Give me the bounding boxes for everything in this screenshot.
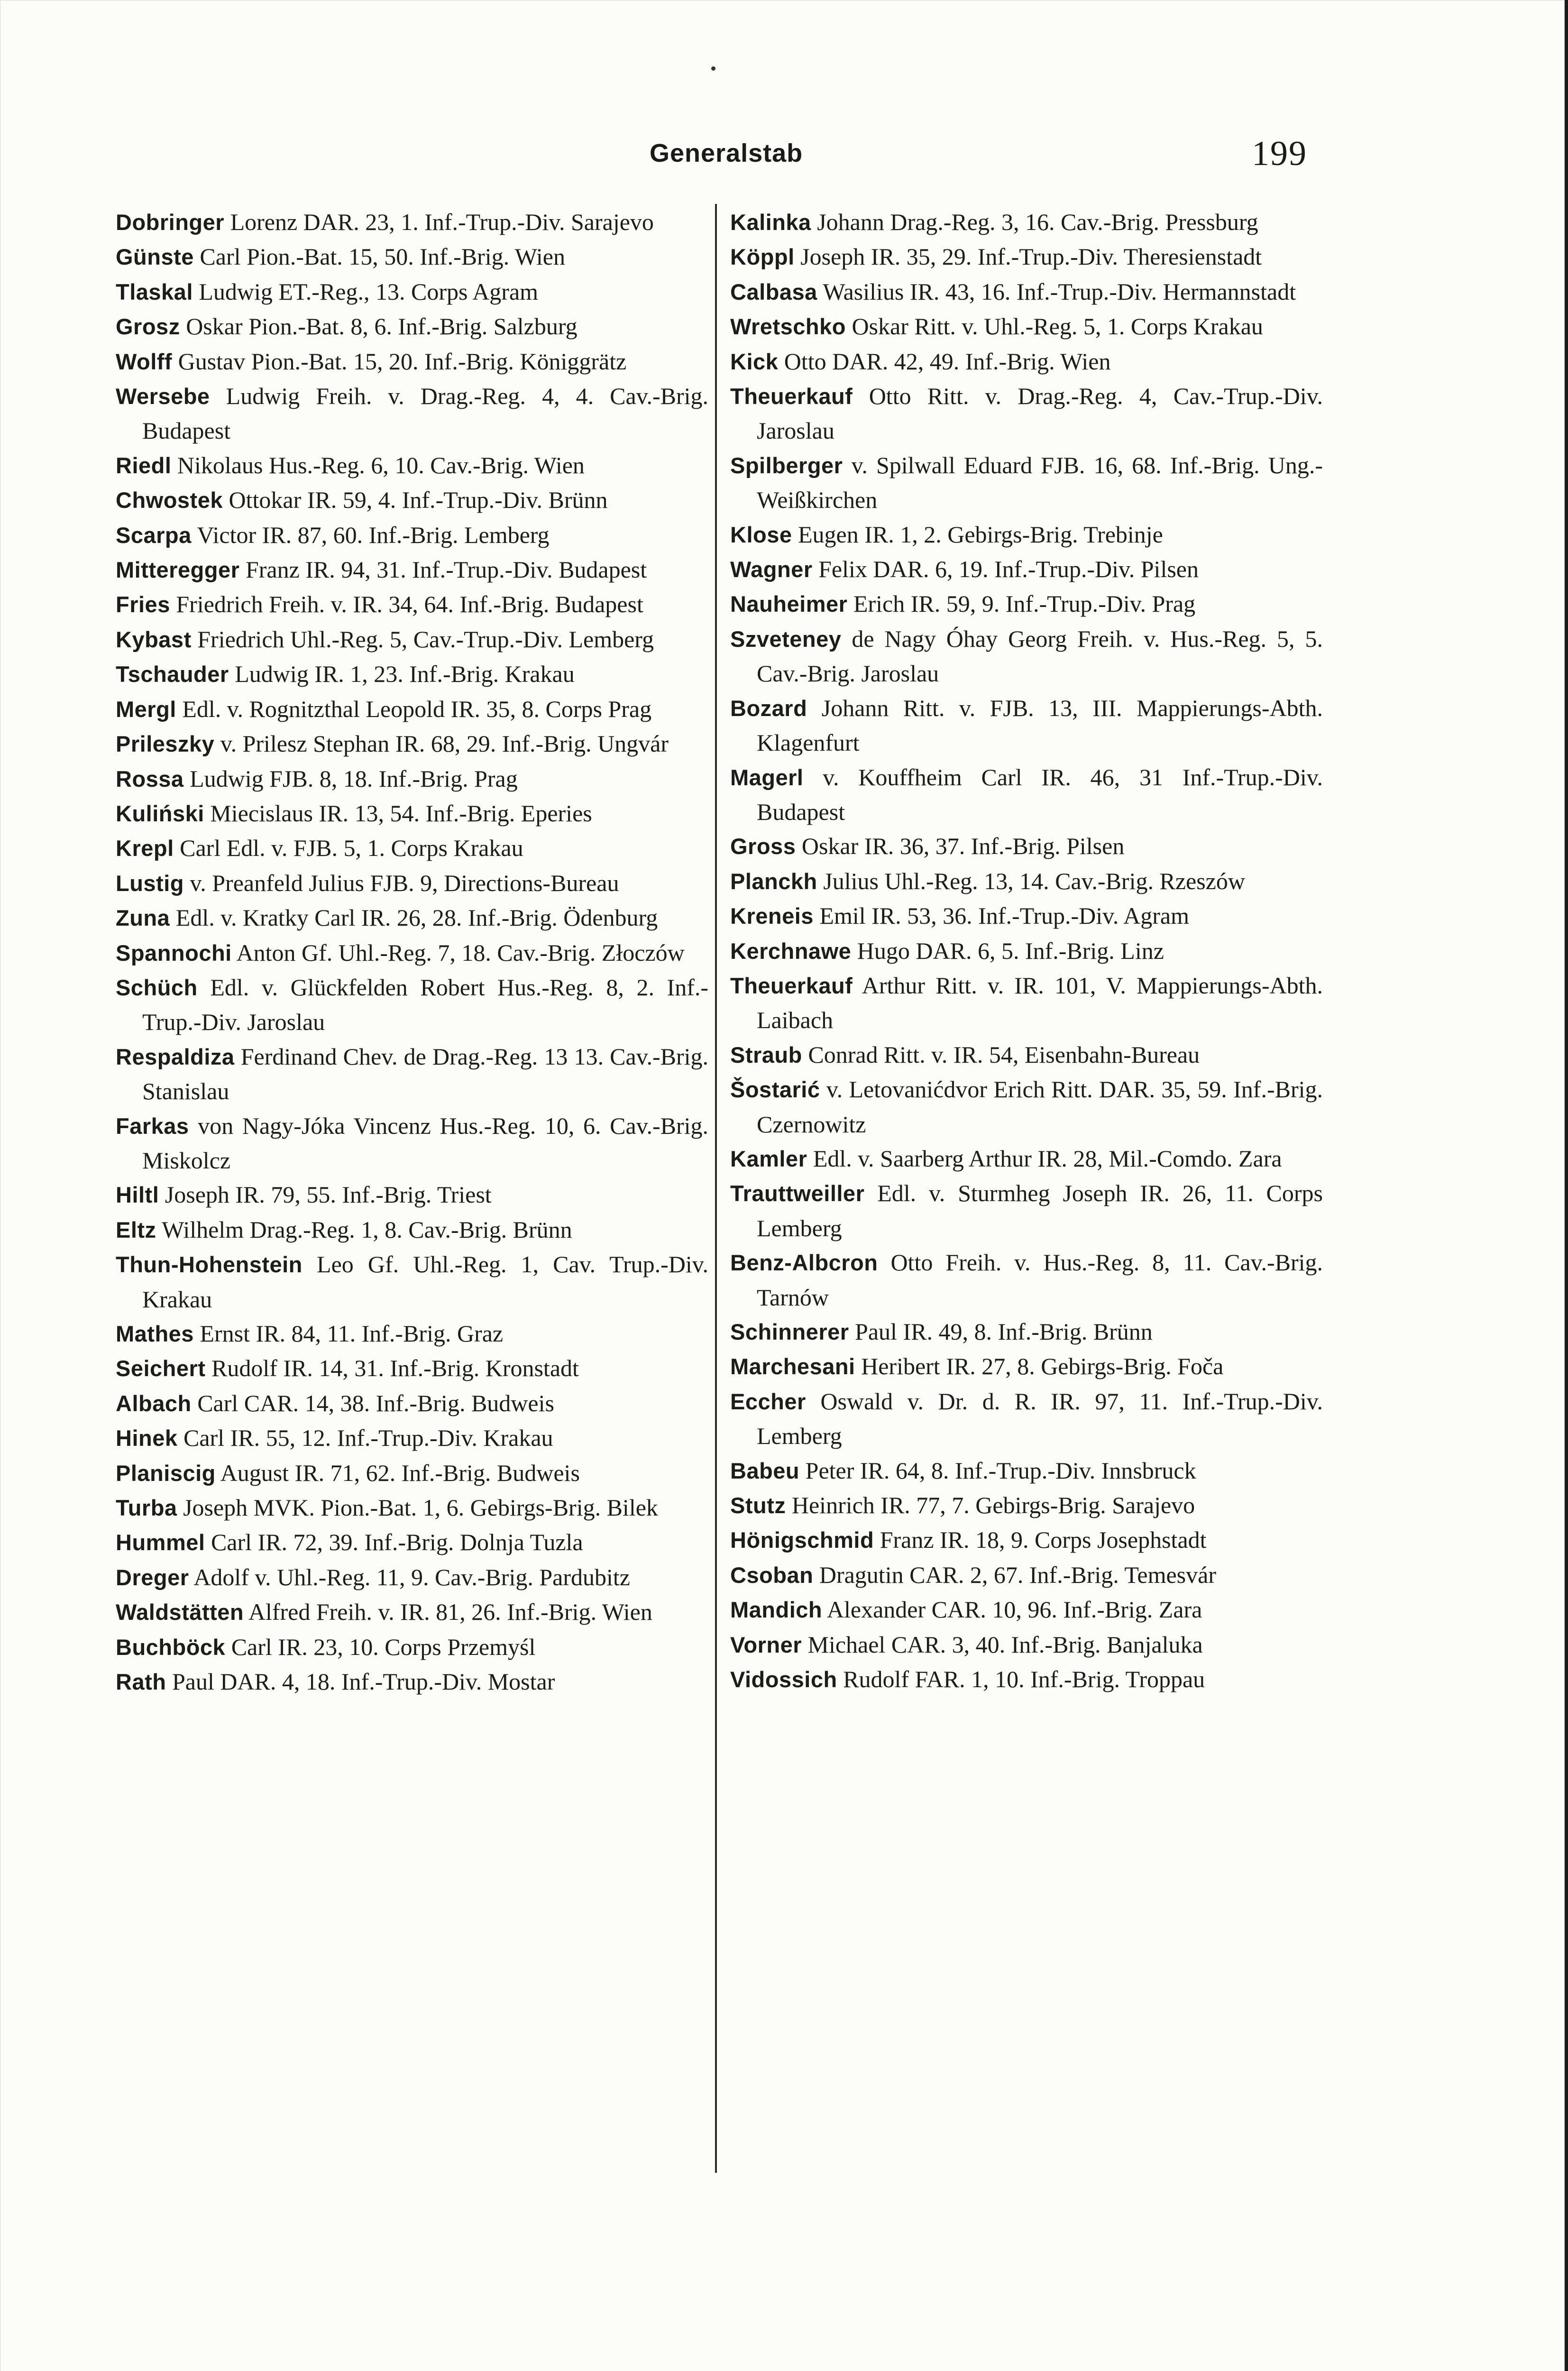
directory-entry (730, 968, 1323, 1038)
entry-surname: Bozard (730, 695, 807, 721)
directory-entry (116, 587, 708, 622)
entry-details: Arthur Ritt. v. IR. 101, V. Mappierungs-Abth. Laibach (757, 972, 1323, 1034)
directory-entry (116, 1351, 708, 1386)
entry-details: v. Preanfeld Julius FJB. 9, Directions-Bureau (190, 869, 619, 896)
entry-surname: Dreger (116, 1564, 189, 1590)
entry-details: Peter IR. 64, 8. Inf.-Trup.-Div. Innsbruck (805, 1457, 1196, 1484)
directory-entry (730, 864, 1323, 899)
directory-entry (730, 1038, 1323, 1072)
directory-entry (116, 1630, 708, 1664)
directory-entry (116, 762, 708, 796)
directory-entry (116, 448, 708, 483)
entry-surname: Prileszky (116, 731, 215, 757)
entry-surname: Kalinka (730, 210, 811, 235)
page-number: 199 (1252, 134, 1307, 173)
entry-details: Nikolaus Hus.-Reg. 6, 10. Cav.-Brig. Wien (177, 451, 585, 478)
column-divider (715, 204, 717, 2173)
directory-entry (116, 796, 708, 831)
directory-entry (730, 239, 1323, 274)
directory-entry (116, 275, 708, 309)
entry-surname: Eltz (116, 1217, 156, 1242)
entry-details: Otto DAR. 42, 49. Inf.-Brig. Wien (784, 348, 1111, 375)
entry-surname: Babeu (730, 1458, 800, 1483)
entry-surname: Mergl (116, 696, 176, 722)
entry-details: Joseph MVK. Pion.-Bat. 1, 6. Gebirgs-Brig. Bilek (183, 1494, 658, 1521)
entry-details: Paul IR. 49, 8. Inf.-Brig. Brünn (855, 1318, 1153, 1345)
entry-details: Hugo DAR. 6, 5. Inf.-Brig. Linz (857, 937, 1164, 964)
entry-details: v. Letovanićdvor Erich Ritt. DAR. 35, 59. Inf.-Brig. Czernowitz (757, 1076, 1323, 1138)
entry-surname: Chwostek (116, 487, 223, 513)
directory-entry (116, 552, 708, 587)
directory-entry (116, 1595, 708, 1629)
directory-entry (116, 1109, 708, 1178)
entry-surname: Fries (116, 592, 170, 617)
entry-surname: Dobringer (116, 210, 225, 235)
entry-surname: Mandich (730, 1597, 823, 1623)
directory-entry (730, 309, 1323, 344)
entry-details: August IR. 71, 62. Inf.-Brig. Budweis (220, 1459, 580, 1486)
entry-surname: Scarpa (116, 522, 192, 548)
entry-details: Joseph IR. 79, 55. Inf.-Brig. Triest (165, 1181, 492, 1208)
entry-details: Felix DAR. 6, 19. Inf.-Trup.-Div. Pilsen (818, 556, 1199, 583)
directory-entry (730, 1314, 1323, 1349)
entry-details: Emil IR. 53, 36. Inf.-Trup.-Div. Agram (819, 902, 1190, 929)
left-column (116, 205, 708, 1699)
entry-surname: Krepl (116, 836, 174, 861)
entry-surname: Hinek (116, 1425, 178, 1451)
entry-details: Carl Pion.-Bat. 15, 50. Inf.-Brig. Wien (200, 243, 566, 270)
entry-surname: Albach (116, 1390, 192, 1416)
entry-details: Joseph IR. 35, 29. Inf.-Trup.-Div. Theresienstadt (800, 243, 1262, 270)
directory-entry (730, 691, 1323, 760)
entry-details: v. Kouffheim Carl IR. 46, 31 Inf.-Trup.-Div. Budapest (757, 763, 1323, 825)
entry-details: Alexander CAR. 10, 96. Inf.-Brig. Zara (826, 1596, 1202, 1623)
entry-details: Johann Drag.-Reg. 3, 16. Cav.-Brig. Pressburg (817, 209, 1258, 235)
entry-surname: Kreneis (730, 903, 814, 929)
directory-entry (116, 518, 708, 552)
directory-entry (116, 1039, 708, 1109)
directory-entry (116, 1316, 708, 1351)
entry-surname: Thun-Hohenstein (116, 1252, 303, 1277)
entry-surname: Rath (116, 1669, 166, 1695)
directory-entry (730, 1662, 1323, 1697)
directory-entry (730, 517, 1323, 552)
entry-surname: Kamler (730, 1146, 807, 1171)
entry-details: Ottokar IR. 59, 4. Inf.-Trup.-Div. Brünn (229, 487, 608, 514)
entry-surname: Spilberger (730, 452, 843, 478)
entry-details: v. Prilesz Stephan IR. 68, 29. Inf.-Brig. Ungvár (220, 730, 669, 757)
entry-surname: Schinnerer (730, 1319, 849, 1344)
entry-details: Paul DAR. 4, 18. Inf.-Trup.-Div. Mostar (172, 1668, 555, 1695)
entry-surname: Köppl (730, 244, 795, 270)
entry-details: Lorenz DAR. 23, 1. Inf.-Trup.-Div. Sarajevo (230, 209, 654, 235)
entry-details: Rudolf FAR. 1, 10. Inf.-Brig. Troppau (843, 1666, 1205, 1693)
entry-surname: Buchböck (116, 1634, 226, 1660)
entry-details: Friedrich Freih. v. IR. 34, 64. Inf.-Brig. Budapest (176, 591, 643, 618)
entry-surname: Planckh (730, 868, 817, 894)
entry-surname: Hummel (116, 1530, 205, 1555)
entry-details: Edl. v. Kratky Carl IR. 26, 28. Inf.-Brig. Ödenburg (175, 904, 658, 931)
directory-entry (116, 1213, 708, 1247)
directory-entry (116, 901, 708, 935)
entry-surname: Tlaskal (116, 279, 193, 304)
entry-surname: Lustig (116, 870, 184, 896)
directory-entry (116, 1386, 708, 1421)
entry-details: Friedrich Uhl.-Reg. 5, Cav.-Trup.-Div. Lemberg (197, 625, 654, 652)
entry-surname: Respaldiza (116, 1044, 235, 1069)
entry-details: Dragutin CAR. 2, 67. Inf.-Brig. Temesvár (819, 1561, 1216, 1588)
entry-details: Carl IR. 72, 39. Inf.-Brig. Dolnja Tuzla (211, 1529, 583, 1556)
directory-entry (116, 239, 708, 274)
entry-details: Ludwig IR. 1, 23. Inf.-Brig. Krakau (235, 661, 575, 688)
entry-details: Carl Edl. v. FJB. 5, 1. Corps Krakau (180, 835, 523, 862)
entry-surname: Waldstätten (116, 1599, 244, 1625)
entry-details: Ludwig FJB. 8, 18. Inf.-Brig. Prag (190, 765, 518, 792)
entry-details: Miecislaus IR. 13, 54. Inf.-Brig. Eperies (210, 800, 592, 827)
entry-details: Adolf v. Uhl.-Reg. 11, 9. Cav.-Brig. Pardubitz (193, 1563, 630, 1590)
entry-details: von Nagy-Jóka Vincenz Hus.-Reg. 10, 6. Cav.-Brig. Miskolcz (142, 1112, 708, 1174)
entry-surname: Zuna (116, 905, 170, 931)
entry-details: Carl CAR. 14, 38. Inf.-Brig. Budweis (197, 1389, 554, 1416)
directory-entry (116, 309, 708, 344)
entry-surname: Hiltl (116, 1182, 159, 1208)
entry-details: Ernst IR. 84, 11. Inf.-Brig. Graz (200, 1320, 504, 1347)
entry-details: de Nagy Óhay Georg Freih. v. Hus.-Reg. 5, 5. Cav.-Brig. Jaroslau (757, 625, 1323, 687)
directory-entry (116, 1456, 708, 1490)
entry-surname: Benz-Albcron (730, 1250, 878, 1276)
directory-entry (730, 552, 1323, 587)
running-title: Generalstab (650, 139, 803, 167)
directory-entry (730, 934, 1323, 968)
entry-surname: Marchesani (730, 1354, 855, 1379)
entry-details: Edl. v. Glückfelden Robert Hus.-Reg. 8, 2. Inf.-Trup.-Div. Jaroslau (142, 974, 708, 1036)
directory-entry (730, 1349, 1323, 1384)
entry-surname: Kuliński (116, 800, 204, 826)
entry-details: Carl IR. 23, 10. Corps Przemyśl (231, 1633, 536, 1660)
entry-details: Ludwig Freih. v. Drag.-Reg. 4, 4. Cav.-Brig. Budapest (142, 383, 708, 444)
entry-surname: Farkas (116, 1113, 189, 1139)
entry-surname: Schüch (116, 974, 198, 1000)
entry-details: Heinrich IR. 77, 7. Gebirgs-Brig. Sarajevo (791, 1492, 1195, 1519)
directory-entry (730, 1523, 1323, 1557)
entry-details: Edl. v. Saarberg Arthur IR. 28, Mil.-Comdo. Zara (813, 1145, 1282, 1172)
directory-entry (116, 1525, 708, 1560)
entry-details: Ludwig ET.-Reg., 13. Corps Agram (199, 278, 539, 305)
entry-surname: Mathes (116, 1321, 194, 1346)
directory-entry (116, 1560, 708, 1595)
entry-details: Oskar Ritt. v. Uhl.-Reg. 5, 1. Corps Krakau (852, 313, 1263, 340)
directory-entry (116, 831, 708, 865)
directory-entry (730, 379, 1323, 448)
directory-entry (730, 344, 1323, 379)
directory-entry (730, 275, 1323, 309)
entry-details: Oskar Pion.-Bat. 8, 6. Inf.-Brig. Salzburg (186, 313, 578, 340)
entry-details: Gustav Pion.-Bat. 15, 20. Inf.-Brig. Königgrätz (178, 348, 627, 375)
entry-details: Ferdinand Chev. de Drag.-Reg. 13 13. Cav.-Brig. Stanislau (142, 1043, 709, 1105)
directory-entry (116, 1664, 708, 1699)
entry-surname: Straub (730, 1042, 802, 1067)
entry-details: Michael CAR. 3, 40. Inf.-Brig. Banjaluka (807, 1631, 1203, 1658)
entry-surname: Szveteney (730, 626, 842, 652)
entry-surname: Grosz (116, 314, 180, 340)
directory-entry (116, 866, 708, 901)
entry-surname: Vidossich (730, 1667, 837, 1692)
directory-entry (730, 1558, 1323, 1592)
entry-surname: Csoban (730, 1562, 814, 1588)
directory-entry (116, 1490, 708, 1525)
entry-details: Julius Uhl.-Reg. 13, 14. Cav.-Brig. Rzeszów (823, 867, 1245, 894)
entry-details: Wasilius IR. 43, 16. Inf.-Trup.-Div. Hermannstadt (823, 278, 1296, 305)
entry-surname: Hönigschmid (730, 1527, 874, 1553)
entry-surname: Klose (730, 522, 792, 547)
entry-surname: Theuerkauf (730, 973, 853, 998)
directory-entry (116, 344, 708, 379)
entry-surname: Spannochi (116, 940, 232, 965)
entry-details: Leo Gf. Uhl.-Reg. 1, Cav. Trup.-Div. Krakau (142, 1251, 709, 1313)
entry-surname: Wretschko (730, 314, 846, 340)
entry-surname: Eccher (730, 1388, 806, 1414)
entry-surname: Turba (116, 1495, 177, 1521)
entry-details: Edl. v. Sturmheg Joseph IR. 26, 11. Corps Lemberg (757, 1180, 1323, 1241)
entry-details: Victor IR. 87, 60. Inf.-Brig. Lemberg (197, 521, 550, 548)
entry-details: Edl. v. Rognitzthal Leopold IR. 35, 8. Corps Prag (182, 695, 652, 722)
directory-entry (116, 1421, 708, 1455)
directory-entry (116, 483, 708, 517)
entry-details: v. Spilwall Eduard FJB. 16, 68. Inf.-Brig. Ung.-Weißkirchen (757, 451, 1323, 514)
directory-entry (730, 1072, 1323, 1141)
entry-details: Anton Gf. Uhl.-Reg. 7, 18. Cav.-Brig. Złoczów (236, 939, 685, 966)
entry-details: Johann Ritt. v. FJB. 13, III. Mappierungs-Abth. Klagenfurt (757, 694, 1323, 756)
entry-surname: Magerl (730, 764, 804, 790)
entry-surname: Stutz (730, 1493, 786, 1518)
entry-surname: Wolff (116, 349, 173, 374)
entry-details: Otto Ritt. v. Drag.-Reg. 4, Cav.-Trup.-Div. Jaroslau (757, 383, 1323, 444)
entry-surname: Kybast (116, 626, 192, 652)
entry-surname: Trauttweiller (730, 1181, 865, 1206)
entry-surname: Günste (116, 244, 194, 270)
directory-entry (730, 1176, 1323, 1245)
entry-surname: Riedl (116, 452, 172, 478)
directory-entry (730, 1592, 1323, 1627)
page-header (0, 134, 1565, 181)
right-column (730, 205, 1323, 1697)
entry-details: Heribert IR. 27, 8. Gebirgs-Brig. Foča (861, 1353, 1224, 1380)
entry-details: Erich IR. 59, 9. Inf.-Trup.-Div. Prag (853, 590, 1196, 617)
directory-entry (116, 205, 708, 239)
entry-surname: Rossa (116, 766, 184, 791)
entry-surname: Calbasa (730, 279, 817, 304)
entry-surname: Tschauder (116, 662, 229, 687)
directory-entry (116, 1177, 708, 1212)
directory-entry (730, 760, 1323, 829)
entry-details: Conrad Ritt. v. IR. 54, Eisenbahn-Bureau (808, 1041, 1200, 1068)
directory-entry (730, 899, 1323, 933)
print-speck (711, 66, 715, 71)
directory-entry (730, 1245, 1323, 1314)
entry-surname: Šostarić (730, 1077, 820, 1103)
directory-entry (730, 448, 1323, 517)
directory-entry (730, 1453, 1323, 1488)
directory-entry (116, 1247, 708, 1316)
directory-entry (116, 657, 708, 691)
directory-entry (116, 622, 708, 657)
directory-entry (730, 1384, 1323, 1453)
directory-entry (730, 1141, 1323, 1176)
entry-surname: Theuerkauf (730, 384, 853, 409)
entry-details: Carl IR. 55, 12. Inf.-Trup.-Div. Krakau (183, 1424, 553, 1452)
directory-entry (116, 692, 708, 726)
entry-details: Alfred Freih. v. IR. 81, 26. Inf.-Brig. Wien (248, 1599, 652, 1626)
directory-entry (730, 829, 1323, 864)
directory-entry (730, 1627, 1323, 1662)
entry-surname: Seichert (116, 1356, 206, 1381)
entry-details: Franz IR. 94, 31. Inf.-Trup.-Div. Budapest (245, 556, 647, 583)
directory-entry (730, 205, 1323, 239)
entry-surname: Wersebe (116, 384, 210, 409)
entry-surname: Nauheimer (730, 591, 848, 617)
entry-surname: Wagner (730, 557, 813, 582)
entry-surname: Gross (730, 834, 796, 859)
entry-surname: Planiscig (116, 1460, 216, 1486)
entry-surname: Kick (730, 349, 779, 374)
directory-entry (116, 379, 708, 448)
directory-entry (730, 622, 1323, 691)
directory-entry (116, 936, 708, 970)
entry-details: Oswald v. Dr. d. R. IR. 97, 11. Inf.-Trup.-Div. Lemberg (757, 1388, 1323, 1450)
directory-entry (116, 726, 708, 761)
directory-entry (116, 970, 708, 1039)
entry-details: Eugen IR. 1, 2. Gebirgs-Brig. Trebinje (798, 521, 1163, 548)
entry-surname: Mitteregger (116, 557, 240, 583)
directory-entry (730, 1488, 1323, 1523)
directory-entry (730, 587, 1323, 621)
entry-details: Otto Freih. v. Hus.-Reg. 8, 11. Cav.-Brig. Tarnów (757, 1249, 1323, 1311)
entry-details: Franz IR. 18, 9. Corps Josephstadt (880, 1526, 1207, 1553)
entry-surname: Kerchnawe (730, 938, 852, 964)
entry-details: Oskar IR. 36, 37. Inf.-Brig. Pilsen (801, 833, 1125, 860)
entry-details: Rudolf IR. 14, 31. Inf.-Brig. Kronstadt (211, 1355, 579, 1382)
entry-details: Wilhelm Drag.-Reg. 1, 8. Cav.-Brig. Brünn (162, 1216, 572, 1243)
entry-surname: Vorner (730, 1632, 802, 1657)
